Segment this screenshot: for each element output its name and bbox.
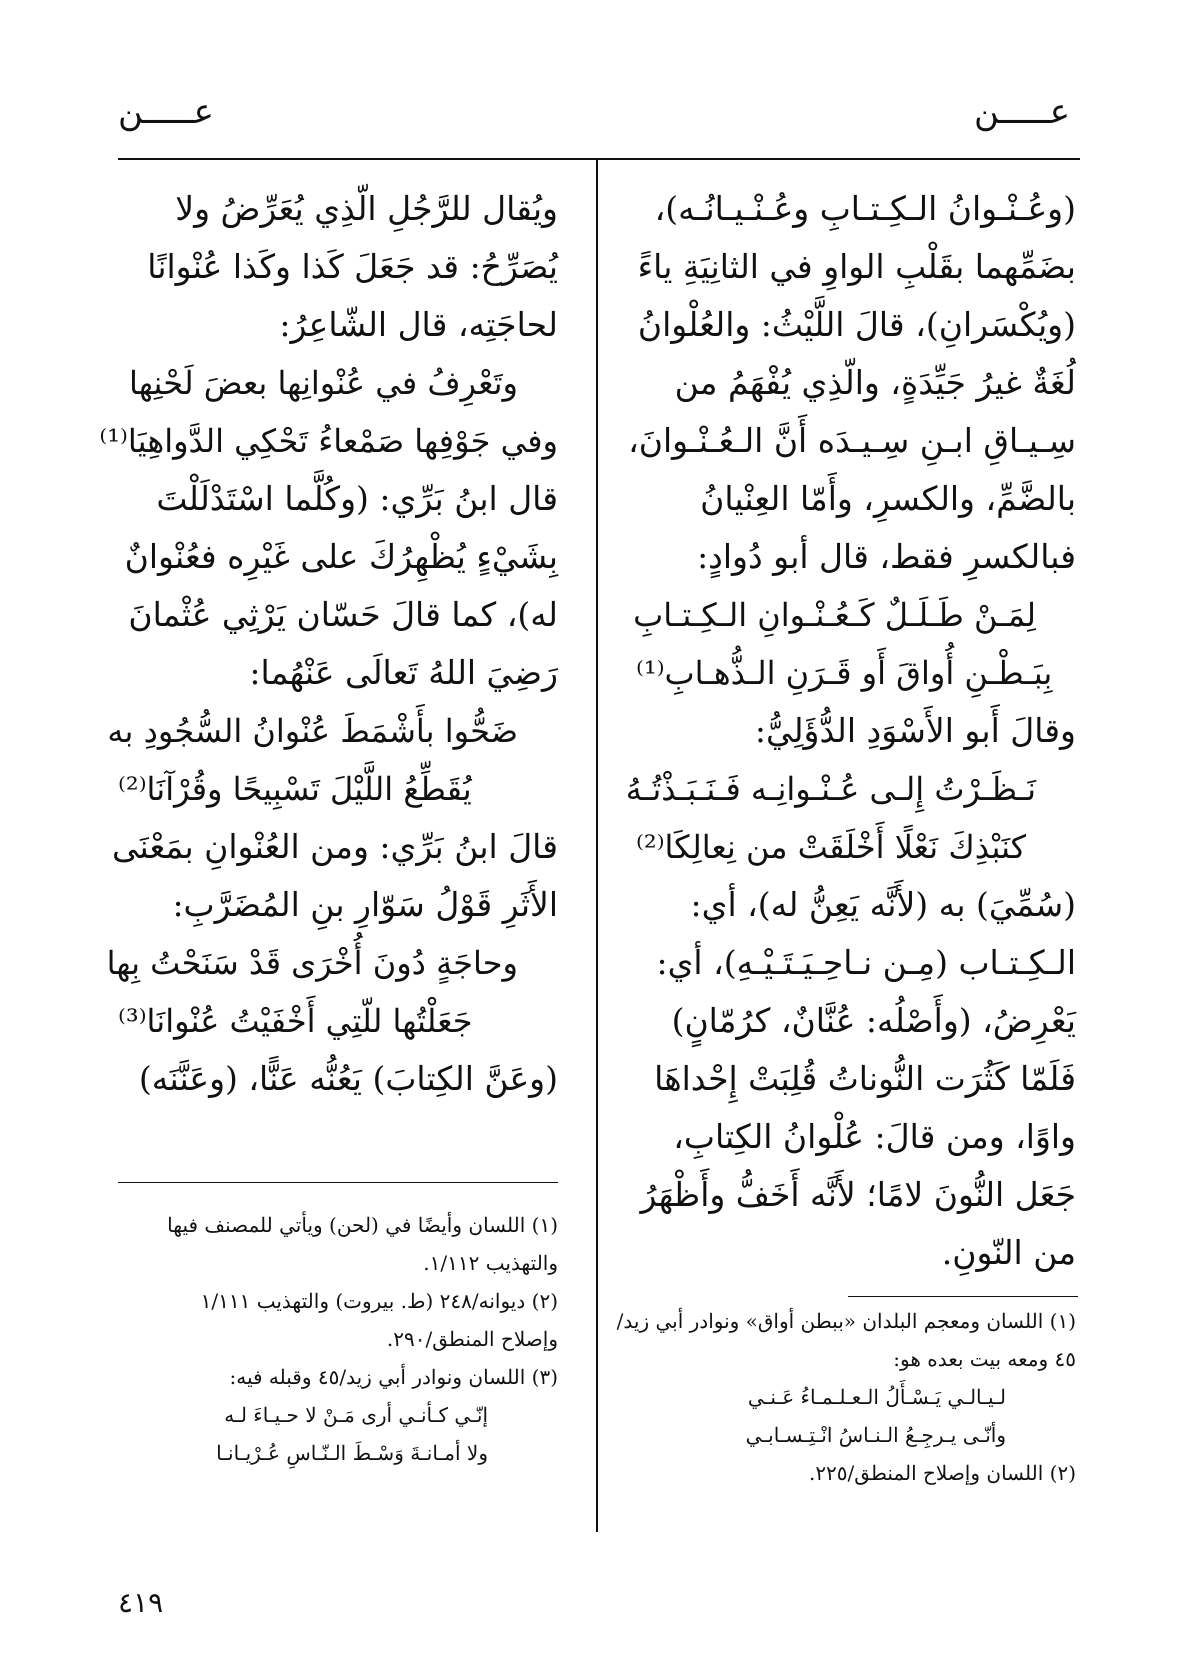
text-line: بالضَّمِّ، والكسرِ، وأَمّا العِنْيانُ <box>700 479 1076 518</box>
text-line: قالَ ابنُ بَرِّي: ومن العُنْوانِ بمَعْنَى <box>112 827 558 866</box>
running-header-left: عـــــن <box>118 92 214 132</box>
header-rule <box>118 158 1080 160</box>
text-line: (وعُـنْـوانُ الـكِـتـابِ وعُـنْـيـانُـه)، <box>654 189 1076 228</box>
footnote-verse: وأنّـى يـرجِـعُ الـنـاسُ انْـتِـسـابـي <box>745 1423 1006 1447</box>
footnote-line: (٣) اللسان ونوادر أبي زيد/٤٥ وقبله فيه: <box>229 1365 558 1389</box>
footnote-rule-right <box>848 1296 1078 1297</box>
running-header-right: عـــــن <box>974 92 1070 132</box>
text-line: (سُمِّيَ) به (لأَنَّه يَعِنُّ له)، أي: <box>690 885 1076 924</box>
verse-first-hemistich: وحاجَةٍ دُونَ أُخْرَى قَدْ سَنَحْتُ بِها <box>106 944 518 982</box>
text-line: من النّونِ. <box>941 1233 1076 1272</box>
footnote-rule-left <box>118 1182 558 1183</box>
text-line: الـكِـتـاب (مِـن نـاحِـيَـتَـيْـهِ)، أي: <box>656 943 1076 982</box>
text-line: فَلَمّا كَثُرَت النُّوناتُ قُلِبَتْ إِحْداهَا <box>654 1059 1076 1098</box>
verse-second-hemistich: وفي جَوْفِها صَمْعاءُ تَحْكِي الدَّواهِيَا⁽¹⁾ <box>99 422 558 460</box>
text-line: وقالَ أَبو الأَسْوَدِ الدُّؤَلِيُّ: <box>754 711 1076 750</box>
verse-first-hemistich: ضَحُّوا بأَشْمَطَ عُنْوانُ السُّجُودِ به <box>107 712 518 750</box>
text-line: ويُقال للرَّجُلِ الّذِي يُعَرِّضُ ولا <box>175 189 558 228</box>
text-line: (ويُكْسَرانِ)، قالَ اللَّيْثُ: والعُلْوانُ <box>637 305 1076 344</box>
page-number: ٤١٩ <box>118 1586 164 1619</box>
footnotes-right <box>616 1302 1076 1492</box>
footnote-line: (٢) ديوانه/٢٤٨ (ط. بيروت) والتهذيب ١/١١١ <box>200 1289 558 1313</box>
footnotes-left <box>118 1206 558 1472</box>
text-line: (وعَنَّ الكِتابَ) يَعُنُّه عَنًّا، (وعَنَّنَه) <box>138 1059 558 1098</box>
verse-first-hemistich: نَـظَـرْتُ إِلـى عُـنْـوانِـه فَـنَـبَـذْتُـهُ <box>625 770 1036 808</box>
right-column <box>625 180 1076 1282</box>
text-line: يَعْرِضُ، (وأَصْلُه: عُنَّانٌ، كرُمّانٍ) <box>671 1001 1076 1040</box>
text-line: لُغَةٌ غيرُ جَيِّدَةٍ، والّذِي يُفْهَمُ من <box>674 363 1076 402</box>
verse-first-hemistich: لِمَـنْ طَـلَـلٌ كَـعُـنْـوانِ الـكِـتـابِ <box>633 596 1036 634</box>
left-column <box>99 180 558 1108</box>
footnote-line: وإصلاح المنطق/٢٩٠. <box>386 1327 558 1351</box>
text-line: الأَثَرِ قَوْلُ سَوّارِ بنِ المُضَرَّبِ: <box>172 885 558 924</box>
verse-second-hemistich: جَعَلْتُها للّتِي أَخْفَيْتُ عُنْوانَا⁽³⁾ <box>118 1002 473 1040</box>
text-line: قال ابنُ بَرِّي: (وكُلَّما اسْتَدْلَلْتَ <box>156 479 558 518</box>
column-divider <box>596 160 598 1532</box>
text-line: لحاجَتِه، قال الشّاعِرُ: <box>279 305 558 344</box>
text-line: رَضِيَ اللهُ تَعالَى عَنْهُما: <box>249 653 558 692</box>
text-line: له)، كما قالَ حَسّان يَرْثِي عُثْمانَ <box>128 595 558 634</box>
text-line: يُصَرِّحُ: قد جَعَلَ كَذا وكَذا عُنْوانًا <box>147 247 558 286</box>
verse-second-hemistich: يُقَطِّعُ اللَّيْلَ تَسْبِيحًا وقُرْآنَا⁽²⁾ <box>118 770 472 808</box>
text-line: جَعَل النُّونَ لامًا؛ لأَنَّه أَخَفُّ وأَظْهَرُ <box>640 1175 1076 1214</box>
footnote-line: (١) اللسان ومعجم البلدان «ببطن أواق» ونوادر أبي زيد/ <box>616 1309 1076 1333</box>
footnote-verse: إنّـي كـأنـي أرى مَـنْ لا حـيـاءَ لـه <box>224 1403 488 1427</box>
footnote-line: والتهذيب ١/١١٢. <box>423 1251 558 1275</box>
text-line: بضَمِّهما بقَلْبِ الواوِ في الثانِيَةِ ياءً <box>637 247 1076 286</box>
footnote-verse: ولا أمـانـةَ وَسْـطَ الـنّـاسِ عُـرْيـانـا <box>216 1441 488 1465</box>
verse-first-hemistich: وتَعْرِفُ في عُنْوانِها بعضَ لَحْنِها <box>129 364 518 402</box>
footnote-verse: لـيـالـي يَـسْـأَلُ الـعـلـمـاءُ عَـنـي <box>747 1385 1006 1409</box>
footnote-line: (٢) اللسان وإصلاح المنطق/٢٢٥. <box>808 1461 1076 1485</box>
text-line: سِـيـاقِ ابـنِ سِـيـدَه أَنَّ الـعُـنْـوانَ، <box>628 421 1076 460</box>
text-line: بِشَيْءٍ يُظْهِرُكَ على غَيْرِه فعُنْوانٌ <box>124 537 558 576</box>
footnote-line: ٤٥ ومعه بيت بعده هو: <box>893 1347 1076 1371</box>
verse-second-hemistich: بِبَـطْـنِ أُواقَ أَو قَـرَنِ الـذُّهـابِ⁽¹⁾ <box>636 654 1053 692</box>
footnote-line: (١) اللسان وأيضًا في (لحن) ويأتي للمصنف فيها <box>167 1213 558 1237</box>
text-line: فبالكسرِ فقط، قال أبو دُوادٍ: <box>697 537 1076 576</box>
verse-second-hemistich: كنَبْذِكَ نَعْلًا أَخْلَقَتْ من نِعالِكَا⁽²⁾ <box>636 828 1027 866</box>
text-line: واوًا، ومن قالَ: عُلْوانُ الكِتابِ، <box>673 1117 1076 1156</box>
